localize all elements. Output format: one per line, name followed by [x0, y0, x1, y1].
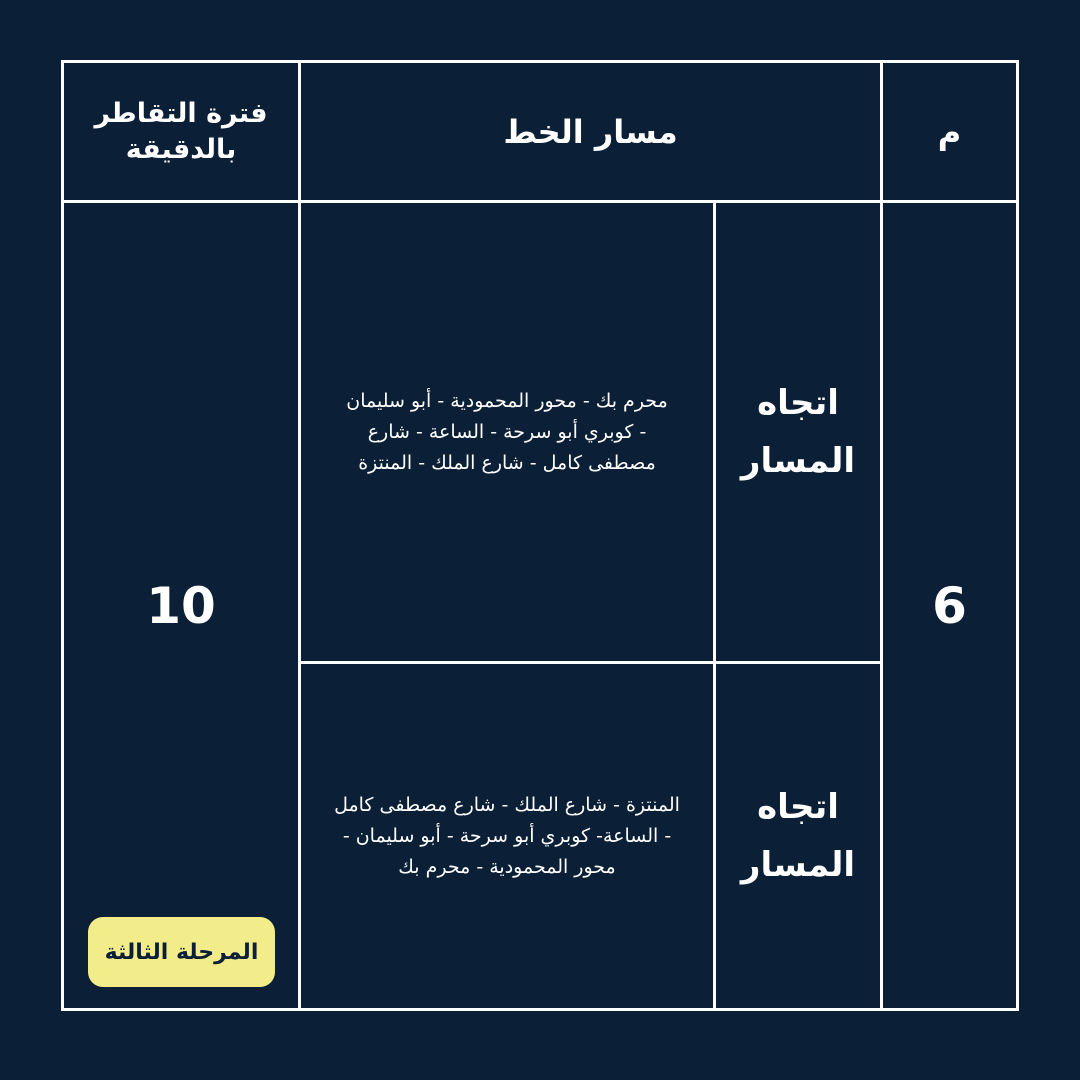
- route-index-value: 6: [932, 576, 967, 635]
- interval-header: فترة التقاطر بالدقيقة: [94, 97, 268, 165]
- direction-label-return: اتجاه المسار: [740, 787, 856, 885]
- phase-badge: المرحلة الثالثة: [88, 917, 275, 987]
- route-table: [61, 60, 1019, 1011]
- route-description-return: المنتزة - شارع الملك - شارع مصطفى كامل - الساعة- كوبري أبو سرحة - أبو سليمان - محور المحمودية - محرم بك: [334, 793, 680, 878]
- route-description-outbound: محرم بك - محور المحمودية - أبو سليمان - كوبري أبو سرحة - الساعة - شارع مصطفى كامل - شارع الملك - المنتزة: [346, 389, 668, 474]
- table-border-bottom: [61, 1008, 1019, 1011]
- route-header: مسار الخط: [503, 112, 678, 151]
- interval-value: 10: [146, 576, 216, 635]
- index-header: م: [937, 112, 962, 151]
- direction-label-outbound: اتجاه المسار: [740, 383, 856, 481]
